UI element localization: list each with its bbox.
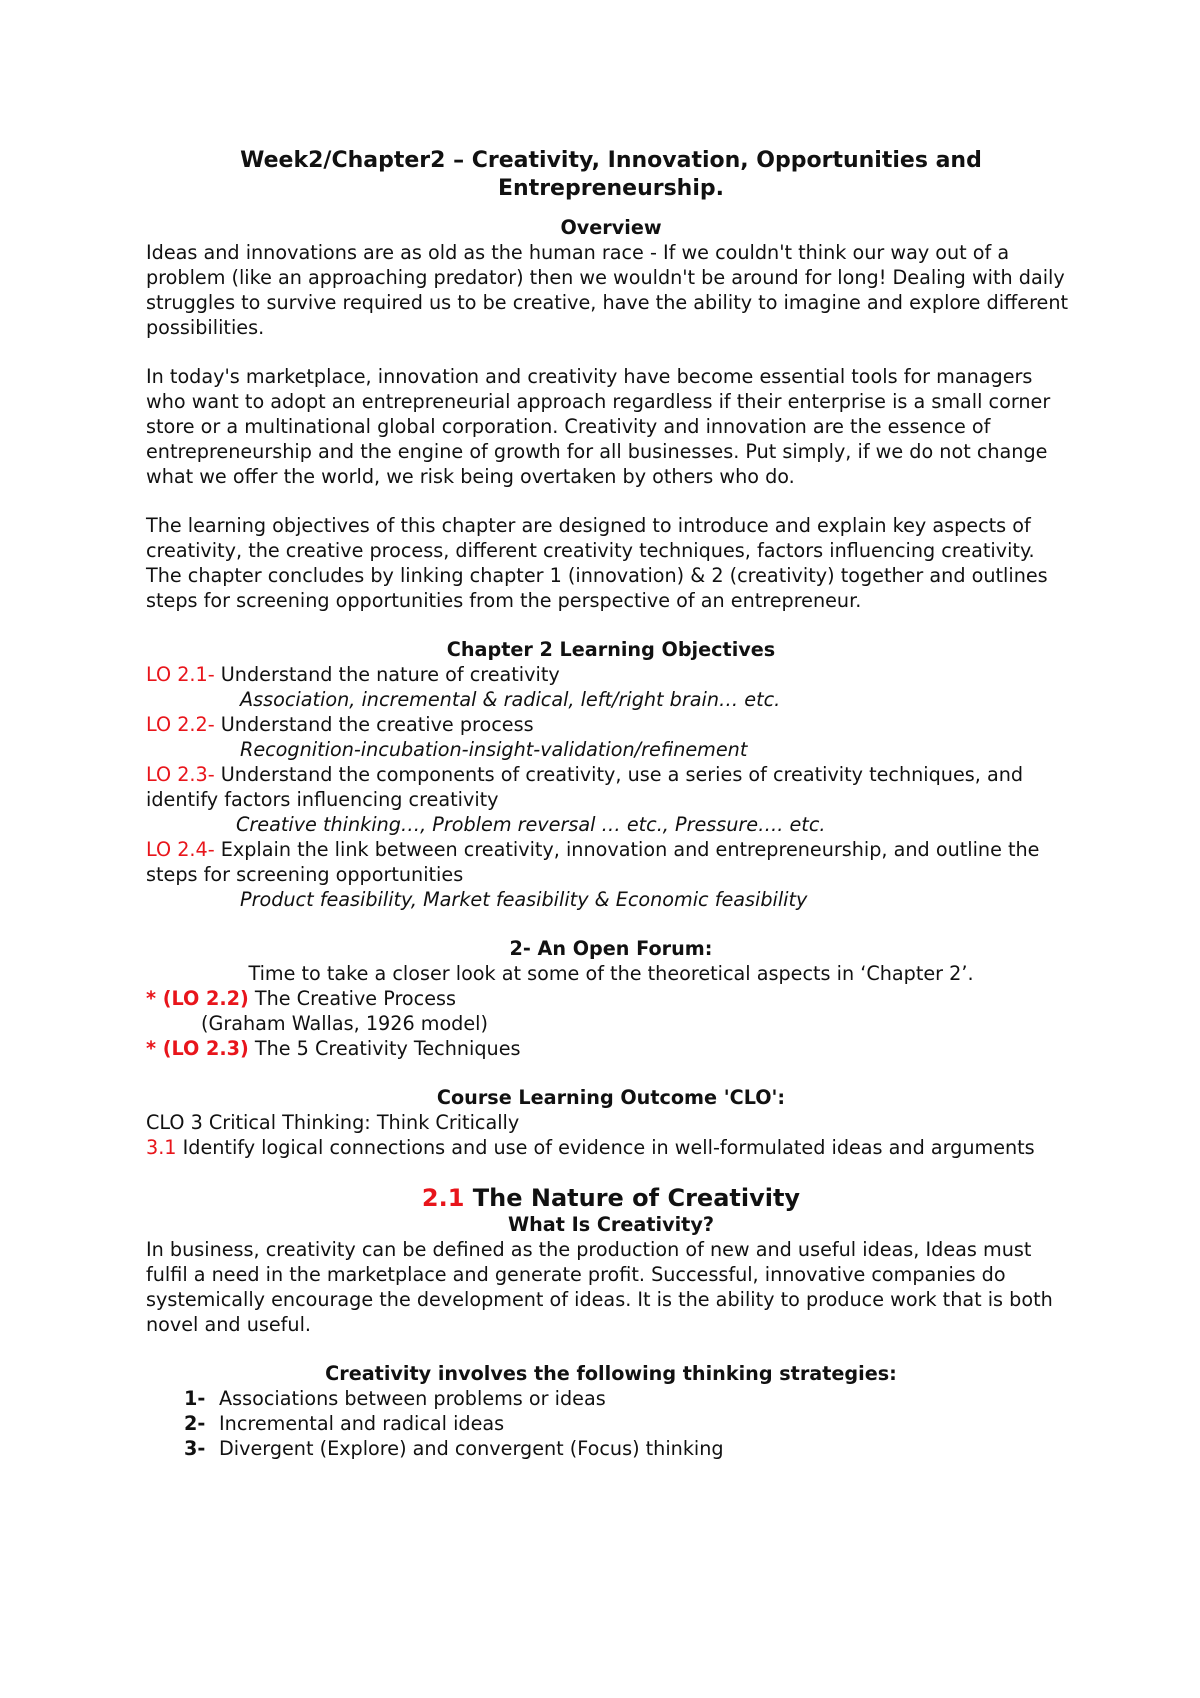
forum-intro: Time to take a closer look at some of the theoretical aspects in ‘Chapter 2’. (248, 962, 974, 985)
overview-paragraph-1: Ideas and innovations are as old as the human race - If we couldn't think our way out of a problem (like an approaching predator) then we wouldn't be around for long! Dealing with daily struggles to survive required us to be creative, have the ability to imagine and explore different possibilities. (146, 241, 1069, 339)
objective-text: Understand the components of creativity, use a series of creativity techniques, and identify factors influencing creativity (146, 763, 1024, 811)
forum-item-tag: * (LO 2.2) (146, 987, 249, 1010)
overview-paragraph-3: The learning objectives of this chapter are designed to introduce and explain key aspects of creativity, the creative process, different creativity techniques, factors influencing creativity. The chapter concludes by linking chapter 1 (innovation) & 2 (creativity) together and outlines steps for screening opportunities from the perspective of an entrepreneur. (146, 514, 1048, 612)
clo-text: Identify logical connections and use of evidence in well-formulated ideas and arguments (176, 1136, 1035, 1159)
strategy-item (146, 1436, 1076, 1461)
clo-number: 3.1 (146, 1136, 177, 1159)
section-title (146, 1184, 1076, 1212)
section-body: In business, creativity can be defined as the production of new and useful ideas, Ideas must fulfil a need in the marketplace and generate profit. Successful, innovative companies do systemically encourage the development of ideas. It is the ability to produce work that is both novel and useful. (146, 1238, 1053, 1336)
objective-item (146, 837, 1076, 887)
objective-detail: Association, incremental & radical, left/right brain… etc. (240, 688, 781, 711)
strategy-item (146, 1411, 1076, 1436)
section-number: 2.1 (421, 1184, 465, 1212)
strategy-item (146, 1386, 1076, 1411)
section-subheading: What Is Creativity? (507, 1213, 714, 1236)
forum-item-sub: (Graham Wallas, 1926 model) (201, 1012, 488, 1035)
objective-text: Understand the creative process (214, 713, 534, 736)
title-line-2: Entrepreneurship. (498, 176, 724, 201)
objective-item (146, 762, 1076, 812)
objective-item (146, 712, 1076, 737)
forum-item (146, 986, 1076, 1011)
objective-item (146, 662, 1076, 687)
objective-text: Understand the nature of creativity (214, 663, 560, 686)
forum-heading: 2- An Open Forum: (509, 937, 713, 960)
section-title-text: The Nature of Creativity (464, 1184, 801, 1212)
title-line-1: Week2/Chapter2 – Creativity, Innovation, Opportunities and (240, 148, 982, 173)
overview-paragraph-2: In today's marketplace, innovation and creativity have become essential tools for managers who want to adopt an entrepreneurial approach regardless if their enterprise is a small corner store or a multinational global corporation. Creativity and innovation are the essence of entrepreneurship and the engine of growth for all businesses. Put simply, if we do not change what we offer the world, we risk being overtaken by others who do. (146, 365, 1051, 488)
objective-code: LO 2.4- (146, 838, 215, 861)
objective-code: LO 2.1- (146, 663, 215, 686)
strategy-number: 3- (184, 1437, 206, 1460)
clo-heading: Course Learning Outcome 'CLO': (436, 1086, 786, 1109)
strategy-text: Divergent (Explore) and convergent (Focus) thinking (219, 1437, 724, 1460)
strategy-text: Incremental and radical ideas (219, 1412, 505, 1435)
clo-item (146, 1135, 1076, 1160)
objective-detail: Creative thinking…, Problem reversal … etc., Pressure…. etc. (236, 813, 826, 836)
objective-code: LO 2.3- (146, 763, 215, 786)
objectives-heading: Chapter 2 Learning Objectives (446, 638, 776, 661)
clo-line: CLO 3 Critical Thinking: Think Critically (146, 1111, 520, 1134)
strategy-number: 1- (184, 1387, 206, 1410)
document-title (146, 147, 1076, 203)
overview-heading: Overview (560, 216, 662, 239)
forum-item-tag: * (LO 2.3) (146, 1037, 249, 1060)
strategy-number: 2- (184, 1412, 206, 1435)
objective-detail: Recognition-incubation-insight-validation/refinement (240, 738, 748, 761)
strategies-heading: Creativity involves the following thinking strategies: (325, 1362, 897, 1385)
forum-item-text: The Creative Process (248, 987, 456, 1010)
objective-detail: Product feasibility, Market feasibility & Economic feasibility (240, 888, 808, 911)
strategy-text: Associations between problems or ideas (219, 1387, 606, 1410)
objective-code: LO 2.2- (146, 713, 215, 736)
objective-text: Explain the link between creativity, innovation and entrepreneurship, and outline the steps for screening opportunities (146, 838, 1040, 886)
forum-item-text: The 5 Creativity Techniques (248, 1037, 521, 1060)
document-content (146, 147, 1076, 1461)
forum-item (146, 1036, 1076, 1061)
